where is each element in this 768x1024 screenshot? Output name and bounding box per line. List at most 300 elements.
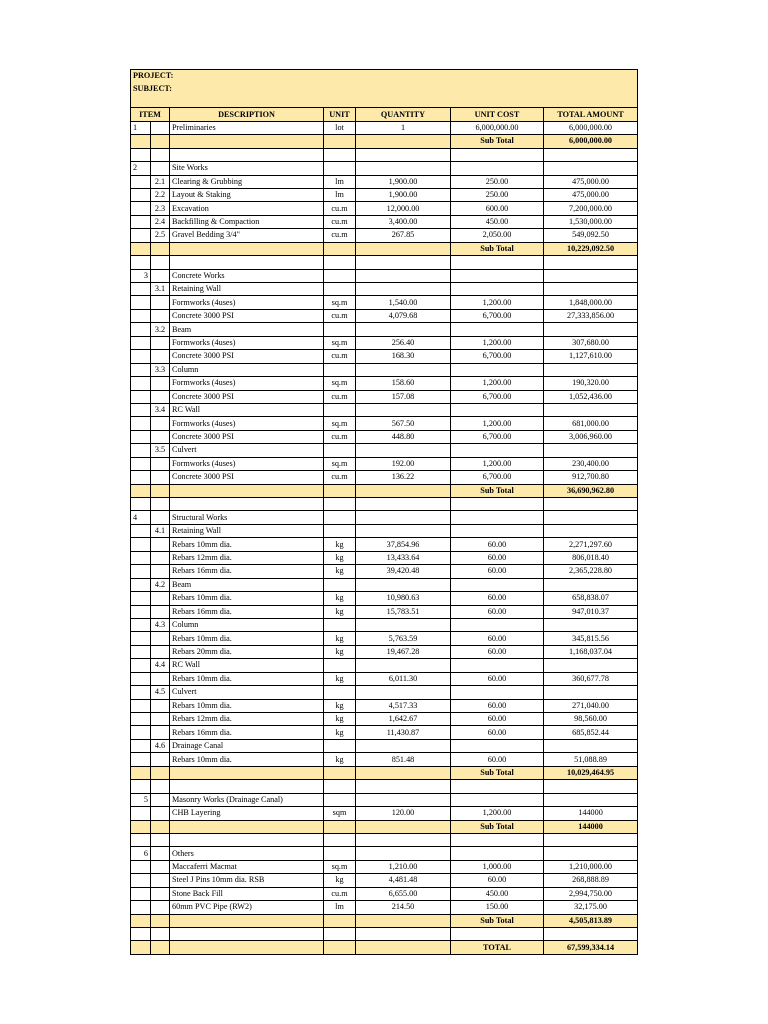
- total-amount-cell: 360,677.78: [544, 672, 638, 685]
- total-amount-cell: 6,000,000.00: [544, 121, 638, 134]
- total-amount-cell: 32,175.00: [544, 901, 638, 914]
- line-item-row: [131, 753, 638, 766]
- unit-cost-cell: 2,050.00: [451, 229, 544, 242]
- total-amount-cell: [544, 363, 638, 376]
- unit-cell: [324, 578, 356, 591]
- item-no-cell: [131, 283, 151, 296]
- unit-cost-cell: 60.00: [451, 672, 544, 685]
- sub-item-cell: 3.1: [151, 283, 170, 296]
- item-no-cell: [131, 444, 151, 457]
- unit-cost-cell: 1,200.00: [451, 417, 544, 430]
- description-cell: Column: [170, 618, 324, 631]
- unit-cell: [324, 242, 356, 255]
- description-cell: [170, 766, 324, 779]
- quantity-cell: [356, 484, 451, 497]
- quantity-cell: [356, 820, 451, 833]
- sub-item-cell: [151, 551, 170, 564]
- blank-row: [131, 780, 638, 793]
- quantity-cell: [356, 578, 451, 591]
- unit-cell: kg: [324, 645, 356, 658]
- unit-cell: sq.m: [324, 860, 356, 873]
- total-amount-cell: 144000: [544, 807, 638, 820]
- item-no-cell: [131, 672, 151, 685]
- total-amount-cell: [544, 833, 638, 846]
- subtotal-row: [131, 766, 638, 779]
- line-item-row: [131, 524, 638, 537]
- unit-cost-cell: 6,000,000.00: [451, 121, 544, 134]
- quantity-cell: [356, 524, 451, 537]
- item-no-cell: [131, 739, 151, 752]
- line-item-row: [131, 592, 638, 605]
- item-no-cell: [131, 807, 151, 820]
- unit-cell: kg: [324, 699, 356, 712]
- quantity-cell: [356, 780, 451, 793]
- item-no-cell: [131, 753, 151, 766]
- sub-item-cell: [151, 484, 170, 497]
- quantity-cell: [356, 283, 451, 296]
- unit-cell: kg: [324, 551, 356, 564]
- item-no-cell: [131, 417, 151, 430]
- quantity-cell: [356, 444, 451, 457]
- item-no-cell: [131, 914, 151, 927]
- item-no-cell: [131, 565, 151, 578]
- blank-row: [131, 833, 638, 846]
- sub-item-cell: 2.4: [151, 215, 170, 228]
- description-cell: [170, 914, 324, 927]
- unit-cell: cu.m: [324, 229, 356, 242]
- sub-item-cell: [151, 887, 170, 900]
- sub-item-cell: [151, 242, 170, 255]
- line-item-row: [131, 901, 638, 914]
- line-item-row: [131, 699, 638, 712]
- sub-item-cell: [151, 471, 170, 484]
- line-item-row: [131, 269, 638, 282]
- quantity-cell: 10,980.63: [356, 592, 451, 605]
- total-amount-cell: [544, 928, 638, 941]
- description-cell: Rebars 16mm dia.: [170, 726, 324, 739]
- quantity-cell: 1: [356, 121, 451, 134]
- unit-cell: kg: [324, 632, 356, 645]
- item-no-cell: [131, 726, 151, 739]
- unit-cost-cell: 1,200.00: [451, 377, 544, 390]
- line-item-row: [131, 363, 638, 376]
- unit-cost-cell: [451, 148, 544, 161]
- unit-cost-cell: [451, 403, 544, 416]
- unit-cost-cell: [451, 659, 544, 672]
- line-item-row: [131, 632, 638, 645]
- line-item-row: [131, 377, 638, 390]
- item-no-cell: 6: [131, 847, 151, 860]
- unit-cost-cell: 1,200.00: [451, 807, 544, 820]
- sub-item-cell: [151, 350, 170, 363]
- total-amount-cell: 3,006,960.00: [544, 430, 638, 443]
- unit-cell: [324, 524, 356, 537]
- quantity-cell: 267.85: [356, 229, 451, 242]
- unit-cell: cu.m: [324, 390, 356, 403]
- total-amount-cell: [544, 847, 638, 860]
- total-amount-cell: 51,088.89: [544, 753, 638, 766]
- item-no-cell: [131, 941, 151, 954]
- item-no-cell: [131, 484, 151, 497]
- unit-cost-cell: 60.00: [451, 874, 544, 887]
- line-item-row: [131, 686, 638, 699]
- line-item-row: [131, 188, 638, 201]
- item-no-cell: [131, 645, 151, 658]
- unit-cost-cell: [451, 578, 544, 591]
- total-amount-cell: [544, 659, 638, 672]
- item-no-cell: [131, 538, 151, 551]
- quantity-cell: [356, 914, 451, 927]
- description-cell: Rebars 16mm dia.: [170, 565, 324, 578]
- sub-item-cell: [151, 377, 170, 390]
- description-cell: Concrete 3000 PSI: [170, 390, 324, 403]
- item-no-cell: [131, 928, 151, 941]
- line-item-row: [131, 229, 638, 242]
- line-item-row: [131, 659, 638, 672]
- description-cell: [170, 484, 324, 497]
- quantity-cell: 1,540.00: [356, 296, 451, 309]
- column-header-row: [131, 108, 638, 121]
- total-amount-cell: 268,888.89: [544, 874, 638, 887]
- subtotal-row: [131, 820, 638, 833]
- quantity-cell: 6,655.00: [356, 887, 451, 900]
- line-item-row: [131, 430, 638, 443]
- column-header-unit: UNIT: [324, 108, 356, 121]
- unit-cost-cell: [451, 847, 544, 860]
- unit-cell: [324, 148, 356, 161]
- description-cell: Beam: [170, 578, 324, 591]
- description-cell: [170, 256, 324, 269]
- quantity-cell: 5,763.59: [356, 632, 451, 645]
- sub-item-cell: [151, 941, 170, 954]
- item-no-cell: [131, 605, 151, 618]
- sub-item-cell: [151, 135, 170, 148]
- description-cell: Formworks (4uses): [170, 296, 324, 309]
- line-item-row: [131, 336, 638, 349]
- unit-cell: kg: [324, 726, 356, 739]
- quantity-cell: [356, 135, 451, 148]
- unit-cost-cell: 60.00: [451, 699, 544, 712]
- line-item-row: [131, 309, 638, 322]
- total-amount-cell: [544, 323, 638, 336]
- line-item-row: [131, 726, 638, 739]
- sub-item-cell: [151, 820, 170, 833]
- total-amount-cell: 475,000.00: [544, 188, 638, 201]
- unit-cell: cu.m: [324, 471, 356, 484]
- item-no-cell: [131, 551, 151, 564]
- unit-cost-cell: [451, 833, 544, 846]
- description-cell: Concrete 3000 PSI: [170, 309, 324, 322]
- total-amount-cell: 1,210,000.00: [544, 860, 638, 873]
- item-no-cell: [131, 135, 151, 148]
- description-cell: Formworks (4uses): [170, 377, 324, 390]
- unit-cost-cell: 1,200.00: [451, 457, 544, 470]
- total-amount-cell: [544, 618, 638, 631]
- quantity-cell: 1,900.00: [356, 188, 451, 201]
- quantity-cell: 136.22: [356, 471, 451, 484]
- unit-cost-cell: 6,700.00: [451, 309, 544, 322]
- line-item-row: [131, 807, 638, 820]
- unit-cell: kg: [324, 672, 356, 685]
- quantity-cell: 851.48: [356, 753, 451, 766]
- quantity-cell: [356, 793, 451, 806]
- unit-cell: cu.m: [324, 350, 356, 363]
- total-amount-cell: 685,852.44: [544, 726, 638, 739]
- description-cell: Steel J Pins 10mm dia. RSB: [170, 874, 324, 887]
- total-amount-cell: 190,320.00: [544, 377, 638, 390]
- unit-cell: [324, 323, 356, 336]
- total-amount-cell: [544, 256, 638, 269]
- description-cell: [170, 148, 324, 161]
- item-no-cell: [131, 766, 151, 779]
- description-cell: RC Wall: [170, 659, 324, 672]
- description-cell: [170, 833, 324, 846]
- unit-cost-cell: 60.00: [451, 753, 544, 766]
- blank-row: [131, 498, 638, 511]
- total-amount-cell: [544, 403, 638, 416]
- line-item-row: [131, 672, 638, 685]
- subtotal-amount: 4,505,813.89: [544, 914, 638, 927]
- quantity-cell: [356, 847, 451, 860]
- grand-total-row: [131, 941, 638, 954]
- unit-cost-cell: [451, 363, 544, 376]
- unit-cost-cell: 60.00: [451, 551, 544, 564]
- project-label: PROJECT:: [131, 70, 638, 83]
- item-no-cell: [131, 578, 151, 591]
- description-cell: Backfilling & Compaction: [170, 215, 324, 228]
- line-item-row: [131, 605, 638, 618]
- subtotal-amount: 144000: [544, 820, 638, 833]
- unit-cell: [324, 269, 356, 282]
- line-item-row: [131, 457, 638, 470]
- description-cell: Gravel Bedding 3/4": [170, 229, 324, 242]
- unit-cell: cu.m: [324, 309, 356, 322]
- unit-cost-cell: 60.00: [451, 592, 544, 605]
- quantity-cell: [356, 162, 451, 175]
- subtotal-amount: 10,029,464.95: [544, 766, 638, 779]
- column-header-unit-cost: UNIT COST: [451, 108, 544, 121]
- item-no-cell: [131, 242, 151, 255]
- item-no-cell: [131, 377, 151, 390]
- subtotal-row: [131, 484, 638, 497]
- unit-cell: [324, 162, 356, 175]
- item-no-cell: [131, 403, 151, 416]
- unit-cost-cell: 60.00: [451, 713, 544, 726]
- subtotal-amount: 6,000,000.00: [544, 135, 638, 148]
- line-item-row: [131, 551, 638, 564]
- quantity-cell: 3,400.00: [356, 215, 451, 228]
- description-cell: Preliminaries: [170, 121, 324, 134]
- sub-item-cell: [151, 780, 170, 793]
- unit-cell: [324, 444, 356, 457]
- blank-row: [131, 928, 638, 941]
- description-cell: Rebars 10mm dia.: [170, 672, 324, 685]
- sub-item-cell: [151, 726, 170, 739]
- line-item-row: [131, 417, 638, 430]
- item-no-cell: [131, 498, 151, 511]
- item-no-cell: 4: [131, 511, 151, 524]
- unit-cell: [324, 780, 356, 793]
- unit-cost-cell: [451, 618, 544, 631]
- unit-cell: [324, 766, 356, 779]
- item-no-cell: [131, 524, 151, 537]
- quantity-cell: 37,854.96: [356, 538, 451, 551]
- total-amount-cell: [544, 686, 638, 699]
- item-no-cell: [131, 202, 151, 215]
- total-amount-cell: 345,815.56: [544, 632, 638, 645]
- item-no-cell: [131, 820, 151, 833]
- unit-cell: cu.m: [324, 430, 356, 443]
- description-cell: Rebars 16mm dia.: [170, 605, 324, 618]
- quantity-cell: [356, 659, 451, 672]
- description-cell: Formworks (4uses): [170, 417, 324, 430]
- item-no-cell: [131, 175, 151, 188]
- unit-cost-cell: 250.00: [451, 175, 544, 188]
- description-cell: [170, 242, 324, 255]
- unit-cell: [324, 283, 356, 296]
- subtotal-row: [131, 135, 638, 148]
- line-item-row: [131, 390, 638, 403]
- sub-item-cell: 3.5: [151, 444, 170, 457]
- unit-cell: cu.m: [324, 215, 356, 228]
- total-amount-cell: [544, 444, 638, 457]
- quantity-cell: 15,783.51: [356, 605, 451, 618]
- unit-cell: [324, 833, 356, 846]
- column-header-item: ITEM: [131, 108, 170, 121]
- sub-item-cell: [151, 390, 170, 403]
- unit-cost-cell: 250.00: [451, 188, 544, 201]
- item-no-cell: [131, 296, 151, 309]
- total-amount-cell: 947,010.37: [544, 605, 638, 618]
- unit-cost-cell: 600.00: [451, 202, 544, 215]
- quantity-cell: 13,433.64: [356, 551, 451, 564]
- sub-item-cell: [151, 256, 170, 269]
- total-amount-cell: 912,700.80: [544, 471, 638, 484]
- item-no-cell: [131, 833, 151, 846]
- line-item-row: [131, 847, 638, 860]
- total-amount-cell: [544, 524, 638, 537]
- unit-cost-cell: 60.00: [451, 605, 544, 618]
- sub-item-cell: [151, 296, 170, 309]
- quantity-cell: [356, 766, 451, 779]
- unit-cell: sqm: [324, 807, 356, 820]
- unit-cell: [324, 686, 356, 699]
- total-amount-cell: [544, 283, 638, 296]
- line-item-row: [131, 713, 638, 726]
- line-item-row: [131, 323, 638, 336]
- unit-cell: [324, 928, 356, 941]
- item-no-cell: [131, 188, 151, 201]
- description-cell: Column: [170, 363, 324, 376]
- unit-cell: [324, 793, 356, 806]
- item-no-cell: [131, 780, 151, 793]
- unit-cell: cu.m: [324, 202, 356, 215]
- quantity-cell: [356, 148, 451, 161]
- unit-cost-cell: 60.00: [451, 538, 544, 551]
- sub-item-cell: [151, 269, 170, 282]
- unit-cell: [324, 363, 356, 376]
- item-no-cell: [131, 363, 151, 376]
- line-item-row: [131, 739, 638, 752]
- quantity-cell: [356, 323, 451, 336]
- line-item-row: [131, 860, 638, 873]
- description-cell: Rebars 20mm dia.: [170, 645, 324, 658]
- sub-item-cell: 4.2: [151, 578, 170, 591]
- sub-item-cell: [151, 336, 170, 349]
- total-amount-cell: 1,168,037.04: [544, 645, 638, 658]
- item-no-cell: [131, 215, 151, 228]
- description-cell: Concrete 3000 PSI: [170, 430, 324, 443]
- unit-cell: sq.m: [324, 296, 356, 309]
- sub-item-cell: [151, 672, 170, 685]
- unit-cost-cell: 6,700.00: [451, 390, 544, 403]
- quantity-cell: [356, 618, 451, 631]
- total-amount-cell: 1,530,000.00: [544, 215, 638, 228]
- unit-cell: kg: [324, 538, 356, 551]
- item-no-cell: [131, 256, 151, 269]
- line-item-row: [131, 874, 638, 887]
- unit-cell: lm: [324, 175, 356, 188]
- total-amount-cell: 658,838.07: [544, 592, 638, 605]
- quantity-cell: 12,000.00: [356, 202, 451, 215]
- total-amount-cell: 1,127,610.00: [544, 350, 638, 363]
- total-amount-cell: 2,271,297.60: [544, 538, 638, 551]
- quantity-cell: 4,481.48: [356, 874, 451, 887]
- column-header-total-amount: TOTAL AMOUNT: [544, 108, 638, 121]
- total-label: TOTAL: [451, 941, 544, 954]
- sub-item-cell: [151, 928, 170, 941]
- total-amount-cell: 2,994,750.00: [544, 887, 638, 900]
- item-no-cell: [131, 618, 151, 631]
- total-amount-cell: 98,560.00: [544, 713, 638, 726]
- description-cell: Culvert: [170, 444, 324, 457]
- quantity-cell: [356, 928, 451, 941]
- description-cell: Layout & Staking: [170, 188, 324, 201]
- unit-cost-cell: 60.00: [451, 726, 544, 739]
- subtotal-label: Sub Total: [451, 135, 544, 148]
- description-cell: Rebars 10mm dia.: [170, 699, 324, 712]
- unit-cell: [324, 498, 356, 511]
- item-no-cell: 2: [131, 162, 151, 175]
- subtotal-amount: 36,690,962.80: [544, 484, 638, 497]
- item-no-cell: 1: [131, 121, 151, 134]
- line-item-row: [131, 538, 638, 551]
- sub-item-cell: [151, 538, 170, 551]
- description-cell: Concrete 3000 PSI: [170, 471, 324, 484]
- item-no-cell: [131, 632, 151, 645]
- total-amount-cell: 271,040.00: [544, 699, 638, 712]
- unit-cell: kg: [324, 753, 356, 766]
- unit-cost-cell: [451, 256, 544, 269]
- unit-cell: [324, 847, 356, 860]
- sub-item-cell: [151, 713, 170, 726]
- total-amount-cell: [544, 739, 638, 752]
- sub-item-cell: [151, 309, 170, 322]
- line-item-row: [131, 202, 638, 215]
- description-cell: Excavation: [170, 202, 324, 215]
- sub-item-cell: 4.6: [151, 739, 170, 752]
- item-no-cell: [131, 323, 151, 336]
- unit-cost-cell: [451, 739, 544, 752]
- subtotal-row: [131, 242, 638, 255]
- cost-estimate-table: [130, 69, 638, 955]
- sub-item-cell: [151, 162, 170, 175]
- line-item-row: [131, 565, 638, 578]
- description-cell: Rebars 12mm dia.: [170, 551, 324, 564]
- sub-item-cell: 4.4: [151, 659, 170, 672]
- unit-cost-cell: [451, 269, 544, 282]
- quantity-cell: 1,900.00: [356, 175, 451, 188]
